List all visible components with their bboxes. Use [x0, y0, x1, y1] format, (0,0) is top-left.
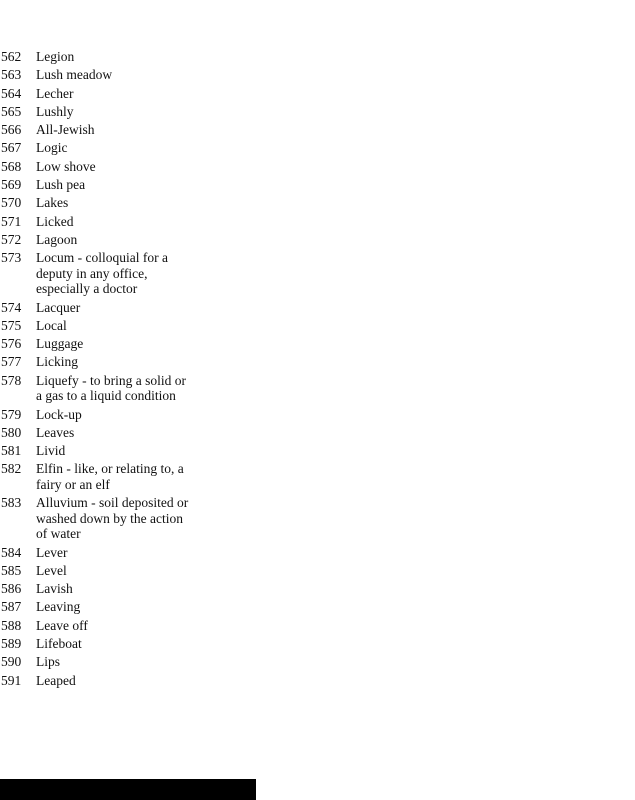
word-list — [0, 49, 190, 691]
entry-number: 569 — [1, 177, 22, 193]
entry-text: Alluvium - soil deposited or washed down by the action of water — [36, 495, 189, 542]
entry-number: 582 — [1, 461, 22, 477]
entry-text: Lips — [36, 654, 61, 670]
entry-text: Lush meadow — [36, 67, 113, 83]
entry-number: 589 — [1, 636, 22, 652]
entry-number: 568 — [1, 158, 22, 174]
entry-text: Logic — [36, 140, 68, 156]
entry-text: Lush pea — [36, 177, 86, 193]
list-item — [0, 67, 190, 83]
entry-number: 571 — [1, 213, 22, 229]
entry-number: 567 — [1, 140, 22, 156]
entry-text: Lushly — [36, 103, 74, 119]
entry-number: 572 — [1, 231, 22, 247]
list-item — [0, 214, 190, 230]
scan-edge-bar — [0, 779, 256, 800]
entry-number: 586 — [1, 581, 22, 597]
entry-number: 591 — [1, 672, 22, 688]
list-item — [0, 300, 190, 316]
list-item — [0, 86, 190, 102]
entry-text: Leaving — [36, 599, 81, 615]
list-item — [0, 495, 190, 542]
entry-number: 585 — [1, 562, 22, 578]
entry-number: 574 — [1, 299, 22, 315]
entry-text: All-Jewish — [36, 122, 95, 138]
list-item — [0, 49, 190, 65]
list-item — [0, 177, 190, 193]
entry-text: Livid — [36, 443, 66, 459]
list-item — [0, 250, 190, 297]
entry-text: Legion — [36, 49, 75, 64]
list-item — [0, 354, 190, 370]
list-item — [0, 140, 190, 156]
entry-number: 575 — [1, 317, 22, 333]
entry-text: Lakes — [36, 195, 69, 211]
entry-number: 564 — [1, 85, 22, 101]
entry-text: Leave off — [36, 617, 88, 633]
list-item — [0, 563, 190, 579]
entry-number: 563 — [1, 67, 22, 83]
entry-text: Luggage — [36, 336, 84, 352]
entry-number: 583 — [1, 495, 22, 511]
entry-number: 590 — [1, 654, 22, 670]
list-item — [0, 425, 190, 441]
entry-text: Licked — [36, 213, 74, 229]
entry-text: Lavish — [36, 581, 73, 597]
list-item — [0, 443, 190, 459]
list-item — [0, 318, 190, 334]
list-item — [0, 336, 190, 352]
entry-number: 562 — [1, 49, 22, 64]
entry-text: Leaves — [36, 424, 75, 440]
entry-text: Locum - colloquial for a deputy in any office, especially a doctor — [36, 250, 168, 297]
entry-text: Low shove — [36, 158, 96, 174]
entry-number: 573 — [1, 250, 22, 266]
list-item — [0, 581, 190, 597]
entry-text: Lecher — [36, 85, 74, 101]
list-item — [0, 599, 190, 615]
list-item — [0, 636, 190, 652]
entry-text: Licking — [36, 354, 78, 370]
entry-text: Level — [36, 562, 67, 578]
entry-text: Lever — [36, 544, 68, 560]
entry-number: 577 — [1, 354, 22, 370]
entry-number: 566 — [1, 122, 22, 138]
list-item — [0, 373, 190, 404]
list-item — [0, 654, 190, 670]
entry-number: 579 — [1, 406, 22, 422]
entry-text: Liquefy - to bring a solid or a gas to a liquid condition — [36, 372, 186, 404]
entry-number: 570 — [1, 195, 22, 211]
entry-number: 578 — [1, 372, 22, 388]
entry-text: Lagoon — [36, 231, 78, 247]
list-item — [0, 104, 190, 120]
entry-number: 580 — [1, 424, 22, 440]
list-item — [0, 195, 190, 211]
list-item — [0, 461, 190, 492]
entry-text: Elfin - like, or relating to, a fairy or an elf — [36, 461, 184, 492]
entry-number: 584 — [1, 544, 22, 560]
entry-number: 565 — [1, 103, 22, 119]
entry-number: 587 — [1, 599, 22, 615]
entry-number: 576 — [1, 336, 22, 352]
list-item — [0, 545, 190, 561]
entry-text: Lifeboat — [36, 636, 82, 652]
entry-text: Leaped — [36, 672, 76, 688]
list-item — [0, 618, 190, 634]
list-item — [0, 232, 190, 248]
entry-number: 581 — [1, 443, 22, 459]
entry-text: Local — [36, 317, 67, 333]
list-item — [0, 673, 190, 689]
entry-number: 588 — [1, 617, 22, 633]
list-item — [0, 159, 190, 175]
entry-text: Lacquer — [36, 299, 81, 315]
entry-text: Lock-up — [36, 406, 82, 422]
list-item — [0, 122, 190, 138]
list-item — [0, 407, 190, 423]
